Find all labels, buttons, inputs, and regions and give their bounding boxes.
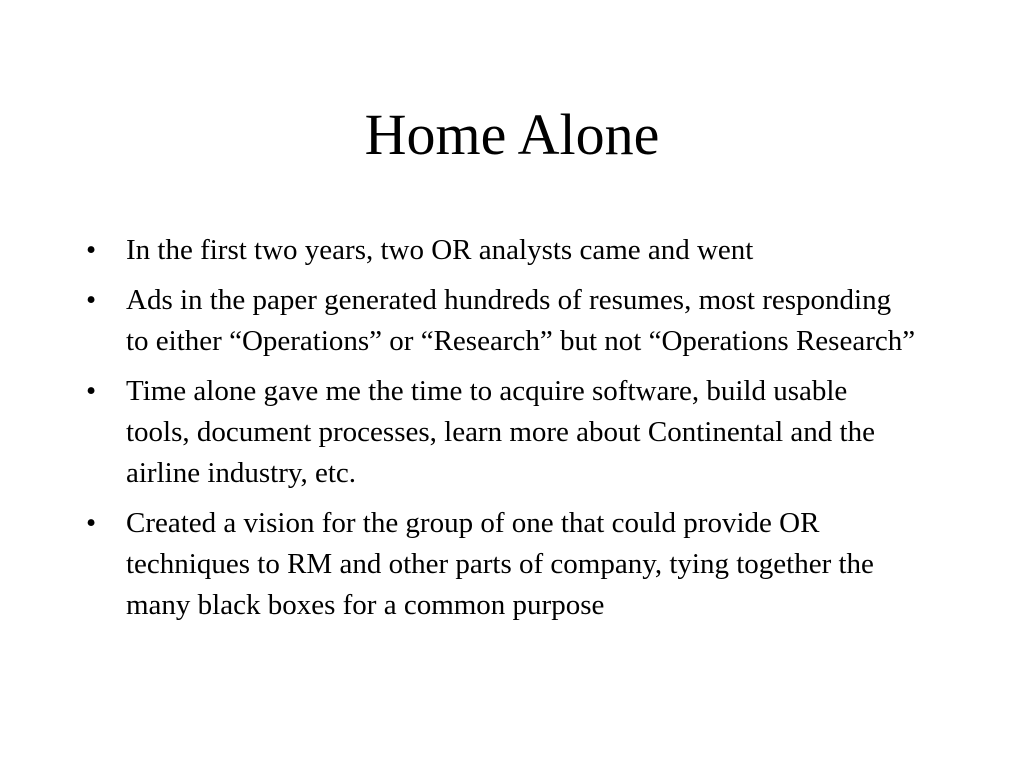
bullet-icon: • [86,507,97,539]
bullet-icon: • [86,284,97,316]
bullet-text: Time alone gave me the time to acquire software, build usable tools, document processes, learn more about Continental and the airline industry, etc. [126,375,875,489]
slide-title: Home Alone [364,102,660,167]
bullet-item [86,280,916,362]
bullet-item [86,230,916,271]
bullet-item [86,503,916,626]
bullet-icon: • [86,234,97,266]
bullet-item [86,371,916,494]
bullet-icon: • [86,375,97,407]
bullet-text: In the first two years, two OR analysts came and went [126,234,754,266]
bullet-text: Created a vision for the group of one that could provide OR techniques to RM and other parts of company, tying together the many black boxes for a common purpose [126,507,874,621]
bullet-text: Ads in the paper generated hundreds of resumes, most responding to either “Operations” or “Research” but not “Operations Research” [126,284,916,357]
bullet-list [86,230,916,635]
